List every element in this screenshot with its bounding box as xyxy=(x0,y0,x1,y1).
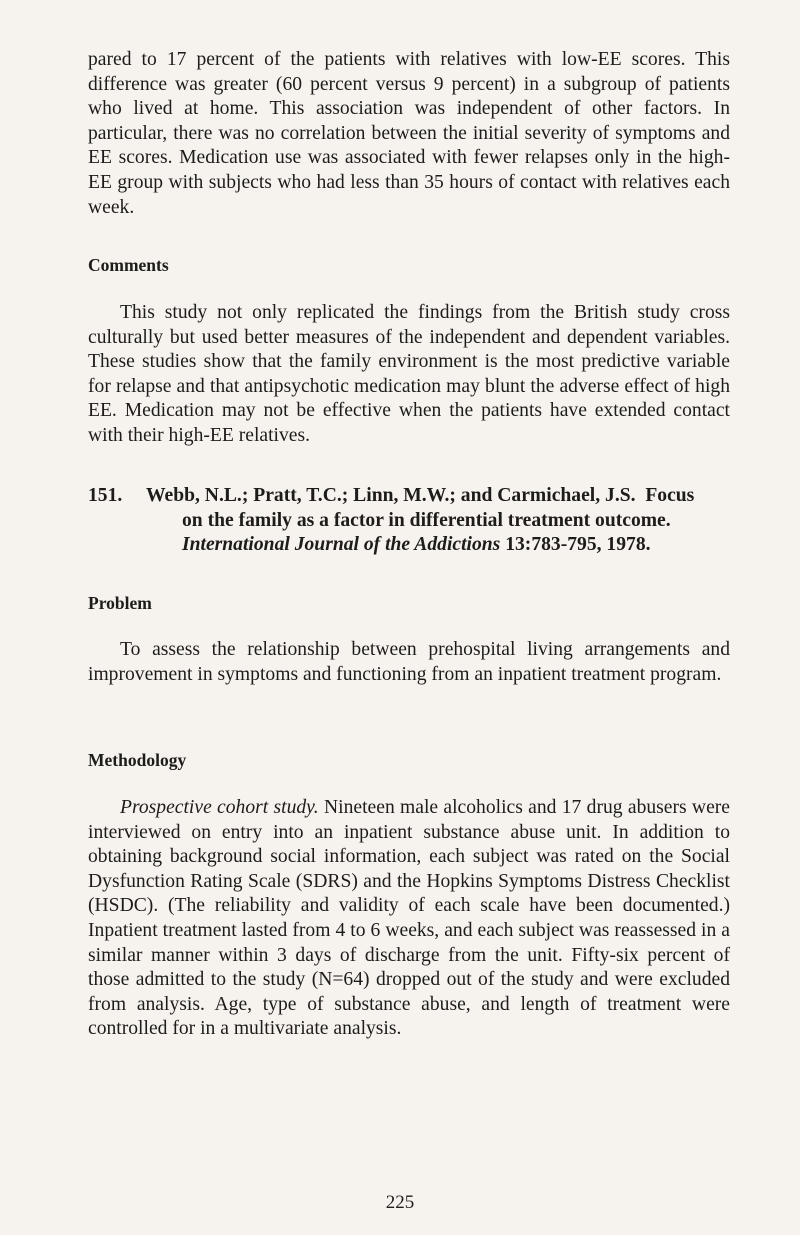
comments-paragraph xyxy=(88,301,730,449)
methodology-lead: Prospective cohort study. xyxy=(120,797,319,818)
comments-heading: Comments xyxy=(88,255,169,275)
comments-text: This study not only replicated the findings from the British study cross culturally but used better measures of the independent and dependent variables. These studies show that the family environment is the most predictive variable for relapse and that antipsychotic medication may blunt the adverse effect of high EE. Medication may not be effective when the patients have extended contact with their high-EE relatives. xyxy=(88,302,730,446)
reference-line-1 xyxy=(146,484,730,509)
reference-title-start: Focus xyxy=(645,485,695,506)
methodology-body: Nineteen male alcoholics and 17 drug abusers were interviewed on entry into an inpatient substance abuse unit. In addition to obtaining background social information, each subject was rated on the Social Dysfunction Rating Scale (SDRS) and the Hopkins Symptoms Distress Checklist (HSDC). (The reliability and validity of each scale have been documented.) Inpatient treatment lasted from 4 to 6 weeks, and each subject was reassessed in a similar manner within 3 days of discharge from the unit. Fifty-six percent of those admitted to the study (N=64) dropped out of the study and were excluded from analysis. Age, type of substance abuse, and length of treatment were controlled for in a multivariate analysis. xyxy=(88,797,731,1040)
reference-entry xyxy=(88,484,730,558)
methodology-heading: Methodology xyxy=(88,750,187,770)
methodology-paragraph xyxy=(88,796,730,1042)
intro-paragraph xyxy=(88,48,730,220)
reference-line-3 xyxy=(182,533,730,558)
problem-heading: Problem xyxy=(88,593,152,613)
page-number: 225 xyxy=(385,1192,415,1213)
problem-paragraph xyxy=(88,638,730,687)
reference-number: 151. xyxy=(88,485,123,506)
reference-title: on the family as a factor in differential treatment outcome. xyxy=(182,509,671,531)
problem-text: To assess the relationship between prehospital living arrangements and improvement in symptoms and functioning from an inpatient treatment program. xyxy=(88,639,730,685)
reference-authors: Webb, N.L.; Pratt, T.C.; Linn, M.W.; and Carmichael, J.S. xyxy=(146,485,636,506)
reference-journal: International Journal of the Addictions xyxy=(182,534,501,556)
intro-text: pared to 17 percent of the patients with relatives with low-EE scores. This difference was greater (60 percent versus 9 percent) in a subgroup of patients who lived at home. This association was independent of other factors. In particular, there was no correlation between the initial severity of symptoms and EE scores. Medication use was associated with fewer relapses only in the high-EE group with subjects who had less than 35 hours of contact with relatives each week. xyxy=(88,49,730,218)
methodology-text xyxy=(88,796,730,1042)
reference-body xyxy=(146,484,730,558)
reference-citation: 13:783-795, 1978. xyxy=(505,534,651,556)
